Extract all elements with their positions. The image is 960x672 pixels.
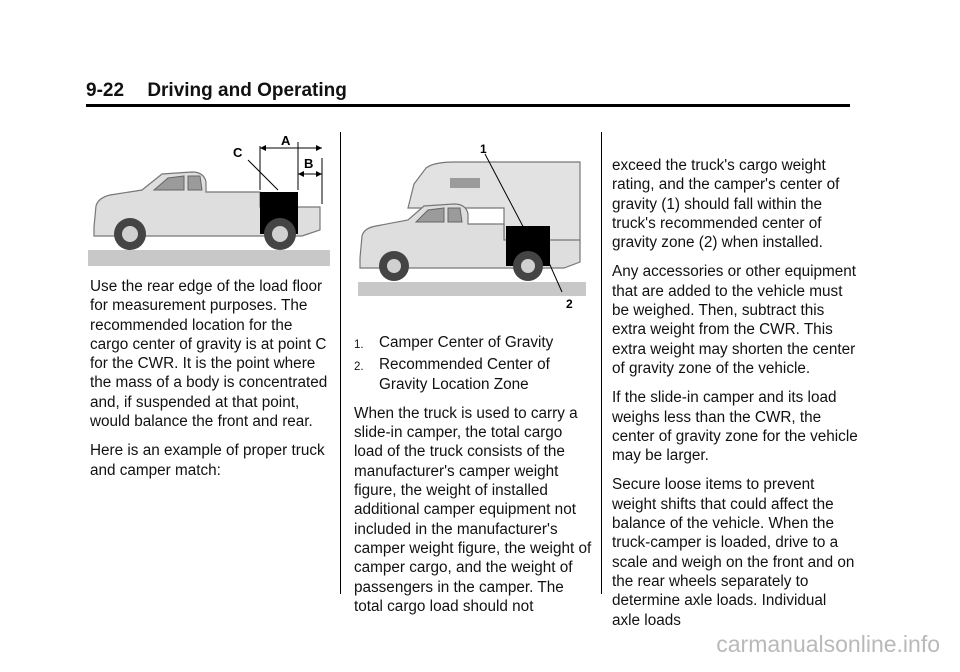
paragraph: Use the rear edge of the load floor for measurement purposes. The recommended location for the cargo center of gravity is at point C for the CWR. It is the point where the mass of a body is concentrated and, if suspended at that point, would balance the front and rear. xyxy=(90,278,328,431)
label-2: 2 xyxy=(566,297,573,311)
camper-window xyxy=(450,178,480,188)
caption-number: 2. xyxy=(354,361,364,374)
caption-text: Camper Center of Gravity xyxy=(379,334,554,351)
caption-item xyxy=(354,355,594,394)
column-3 xyxy=(612,156,858,640)
truck-camper-figure xyxy=(354,140,590,314)
ground-strip xyxy=(358,282,586,296)
column-2 xyxy=(354,333,594,626)
label-b: B xyxy=(304,156,314,171)
truck-camper-illustration xyxy=(354,140,590,314)
paragraph: Any accessories or other equipment that are added to the vehicle must be weighed. Then, subtract this extra weight from the CWR. This extra weight may shorten the center of gravity zone of the vehicle. xyxy=(612,263,857,377)
caption-text: Recommended Center of Gravity Location Zone xyxy=(379,356,550,393)
column-divider-left xyxy=(340,132,341,594)
column-divider-right xyxy=(601,132,602,594)
paragraph: Here is an example of proper truck and camper match: xyxy=(90,442,325,479)
label-c: C xyxy=(233,145,243,160)
page-number: 9-22 xyxy=(86,80,125,101)
paragraph: exceed the truck's cargo weight rating, and the camper's center of gravity (1) should fall within the truck's recommended center of gravity zone (2) when installed. xyxy=(612,157,840,252)
section-title: Driving and Operating xyxy=(147,80,347,101)
truck-cargo-figure xyxy=(88,132,330,268)
watermark: carmanualsonline.info xyxy=(716,631,940,657)
ground-strip xyxy=(88,250,330,266)
label-a: A xyxy=(281,133,291,148)
label-1: 1 xyxy=(480,142,487,156)
figure-caption-list xyxy=(354,333,594,394)
header-rule xyxy=(86,104,850,107)
paragraph: If the slide-in camper and its load weighs less than the CWR, the center of gravity zone for the vehicle may be larger. xyxy=(612,389,858,465)
page-header xyxy=(86,80,347,102)
truck-cargo-illustration xyxy=(88,132,330,268)
column-1 xyxy=(90,277,334,490)
caption-item xyxy=(354,333,594,355)
caption-number: 1. xyxy=(354,339,364,351)
paragraph: Secure loose items to prevent weight shifts that could affect the balance of the vehicle. When the truck-camper is loaded, drive to a scale and weigh on the front and on the rear wheels separately to determine axle loads. Individual axle loads xyxy=(612,476,855,629)
paragraph: When the truck is used to carry a slide-in camper, the total cargo load of the truck consists of the manufacturer's camper weight figure, the weight of installed additional camper equipment not included in the manufacturer's camper weight figure, the weight of camper cargo, and the weight of passengers in the camper. The total cargo load should not xyxy=(354,404,592,615)
